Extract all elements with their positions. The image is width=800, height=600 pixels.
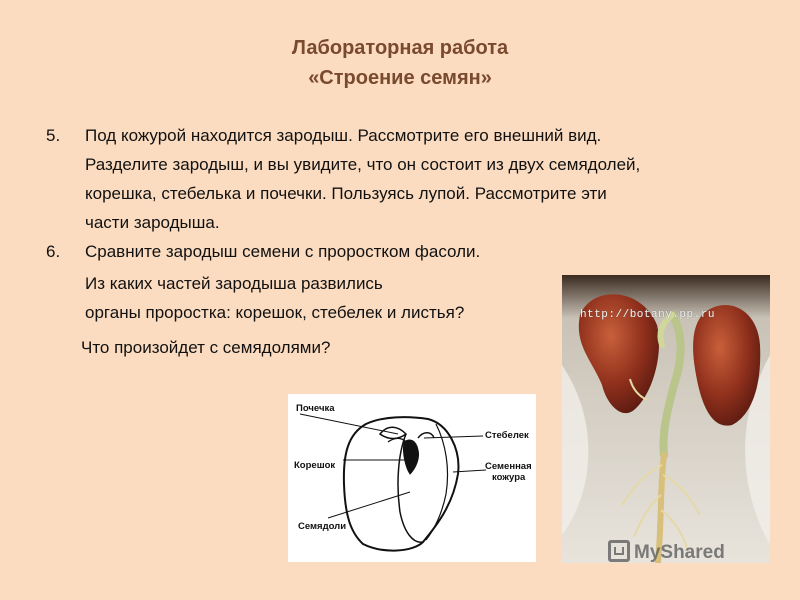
label-pochechka: Почечка bbox=[296, 403, 335, 414]
label-kozhura-1: Семенная bbox=[485, 461, 532, 472]
item-6-line-4: Что произойдет с семядолями? bbox=[81, 338, 331, 357]
item-6-line-1: Сравните зародыш семени с проростком фасоли. bbox=[85, 242, 481, 261]
item-5-line-3: корешка, стебелька и почечки. Пользуясь лупой. Рассмотрите эти bbox=[85, 184, 607, 203]
title-line-2: «Строение семян» bbox=[308, 67, 492, 89]
item-5-line-1: Под кожурой находится зародыш. Рассмотрите его внешний вид. bbox=[85, 126, 602, 145]
photo-url-text: http://botany.pp.ru bbox=[580, 309, 715, 321]
watermark bbox=[608, 540, 725, 568]
label-koreshok: Корешок bbox=[294, 460, 336, 471]
bean-sprout-photo bbox=[562, 275, 770, 563]
item-6-line-2: Из каких частей зародыша развились bbox=[85, 274, 383, 293]
item-5-number: 5. bbox=[46, 126, 61, 145]
slide-title bbox=[0, 33, 800, 93]
item-5-line-2: Разделите зародыш, и вы увидите, что он состоит из двух семядолей, bbox=[85, 155, 641, 174]
item-6-number: 6. bbox=[46, 242, 61, 261]
seed-diagram bbox=[288, 394, 536, 562]
title-line-1: Лабораторная работа bbox=[291, 37, 509, 59]
presentation-icon bbox=[608, 540, 630, 562]
label-kozhura-2: кожура bbox=[492, 472, 526, 483]
watermark-text: MyShared bbox=[634, 542, 725, 563]
item-6-line-3: органы проростка: корешок, стебелек и листья? bbox=[85, 303, 465, 322]
label-stebelek: Стебелек bbox=[485, 430, 529, 441]
label-semyadoli: Семядоли bbox=[298, 521, 347, 532]
item-5-line-4: части зародыша. bbox=[85, 213, 220, 232]
